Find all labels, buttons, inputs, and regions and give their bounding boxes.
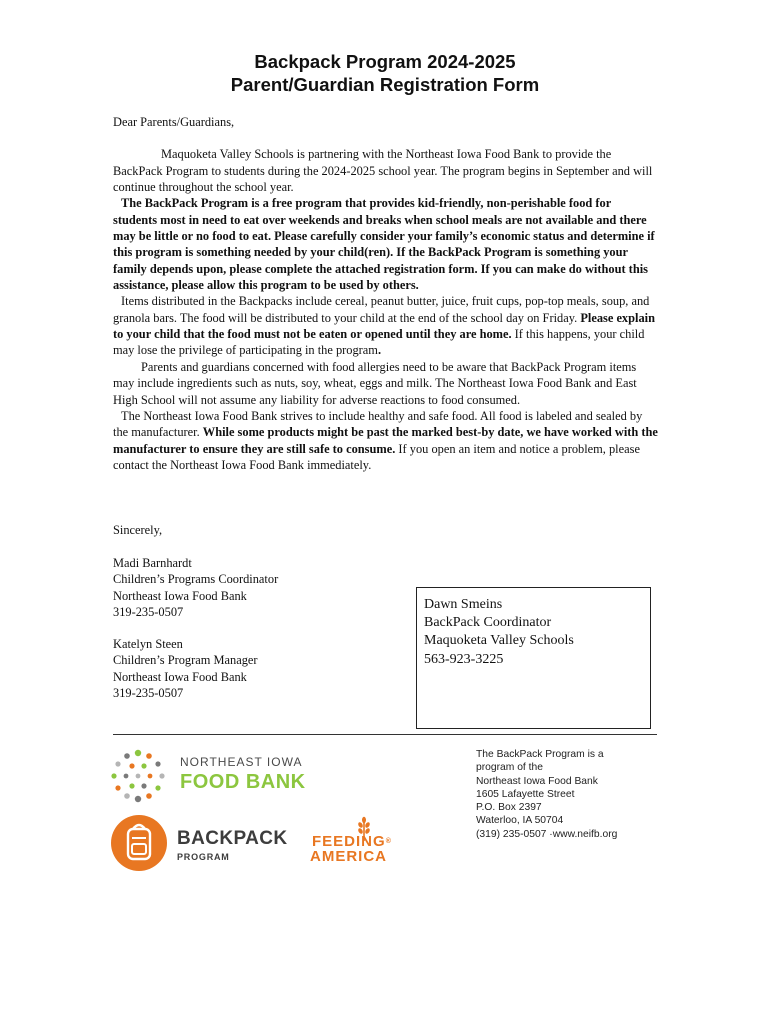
contact-line: (319) 235-0507 ·www.neifb.org (476, 828, 618, 840)
reg-mark: ® (385, 838, 392, 845)
closing: Sincerely, (113, 523, 163, 537)
contact-line: Waterloo, IA 50704 (476, 815, 564, 827)
coordinator-name: Dawn Smeins (424, 597, 503, 612)
coordinator-phone: 563-923-3225 (424, 651, 504, 667)
footer-divider (113, 734, 657, 735)
signature-role: Children’s Program Manager (113, 653, 258, 668)
backpack-logo-sub: PROGRAM (177, 852, 230, 862)
foodbank-logo-bottom: FOOD BANK (180, 771, 306, 793)
letter-body (113, 114, 658, 473)
signature-block-2 (113, 636, 413, 701)
contact-line: 1605 Lafayette Street (476, 788, 575, 800)
form-title: Backpack Program 2024-2025 (254, 51, 516, 72)
safety-text: The Northeast Iowa Food Bank strives to include healthy and safe food. All food is labeled and sealed by the manufacturer. (113, 408, 643, 440)
backpack-icon (110, 814, 168, 872)
signature-org: Northeast Iowa Food Bank (113, 588, 247, 603)
backpack-logo-title: BACKPACK (177, 828, 288, 849)
form-subtitle: Parent/Guardian Registration Form (230, 74, 540, 95)
signature-name: Madi Barnhardt (113, 556, 192, 570)
paragraph-program-description: The BackPack Program is a free program that provides kid-friendly, non-perishable food for students most in need to eat over weekends and breaks when school meals are not available and there may be little or no food to eat. Please carefully consider your family’s economic status and determine if this program is something needed by your child(ren). If the BackPack Program is something your family depends upon, please complete the attached registration form. If you can make do without this assistance, please allow this program to be used by others. (113, 196, 655, 293)
coordinator-org: Maquoketa Valley Schools (424, 633, 574, 649)
items-privilege: If this happens, your child may lose the privilege of participating in the program (113, 327, 645, 358)
safety-contact: If you open an item and notice a problem, please contact the Northeast Iowa Food Bank immediately. (113, 441, 640, 472)
salutation: Dear Parents/Guardians, (113, 115, 235, 129)
signature-role: Children’s Programs Coordinator (113, 572, 279, 587)
items-period: . (377, 343, 382, 358)
safety-bold: While some products might be past the marked best-by date, we have worked with the manufacturer to ensure they are still safe to consume. (113, 425, 658, 456)
paragraph-items (113, 293, 658, 358)
items-warning: Please explain to your child that the food must not be eaten or opened until they are home. (113, 310, 655, 342)
coordinator-box (416, 587, 651, 729)
paragraph-partnership: Maquoketa Valley Schools is partnering with the Northeast Iowa Food Bank to provide the BackPack Program to students during the 2024-2025 school year. The program begins in September and will continue throughout the school year. (113, 147, 653, 195)
foodbank-logo-top: NORTHEAST IOWA (180, 755, 303, 769)
feeding-word: FEEDING (312, 833, 386, 850)
contact-line: The BackPack Program is a (476, 749, 604, 760)
signature-phone: 319-235-0507 (113, 686, 184, 701)
signature-block-1 (113, 555, 413, 620)
signature-org: Northeast Iowa Food Bank (113, 669, 247, 684)
signature-phone: 319-235-0507 (113, 605, 184, 620)
contact-line: P.O. Box 2397 (476, 802, 542, 814)
feeding-america-bottom: AMERICA (310, 848, 387, 865)
coordinator-role: BackPack Coordinator (424, 615, 552, 631)
signature-name: Katelyn Steen (113, 637, 183, 651)
contact-line: program of the (476, 762, 543, 774)
paragraph-safety (113, 408, 658, 473)
items-text: Items distributed in the Backpacks include cereal, peanut butter, juice, fruit cups, pop-top meals, soup, and granola bars. The food will be distributed to your child at the end of the school day on Friday. (113, 294, 650, 325)
contact-line: Northeast Iowa Food Bank (476, 775, 598, 787)
program-contact (476, 748, 656, 841)
foodbank-dots-icon (108, 748, 168, 803)
paragraph-allergies: Parents and guardians concerned with food allergies need to be aware that BackPack Program items may include ingredients such as nuts, soy, wheat, eggs and milk. The Northeast Iowa Food Bank and East High School will not assume any liability for adverse reactions to food consumed. (113, 359, 637, 407)
